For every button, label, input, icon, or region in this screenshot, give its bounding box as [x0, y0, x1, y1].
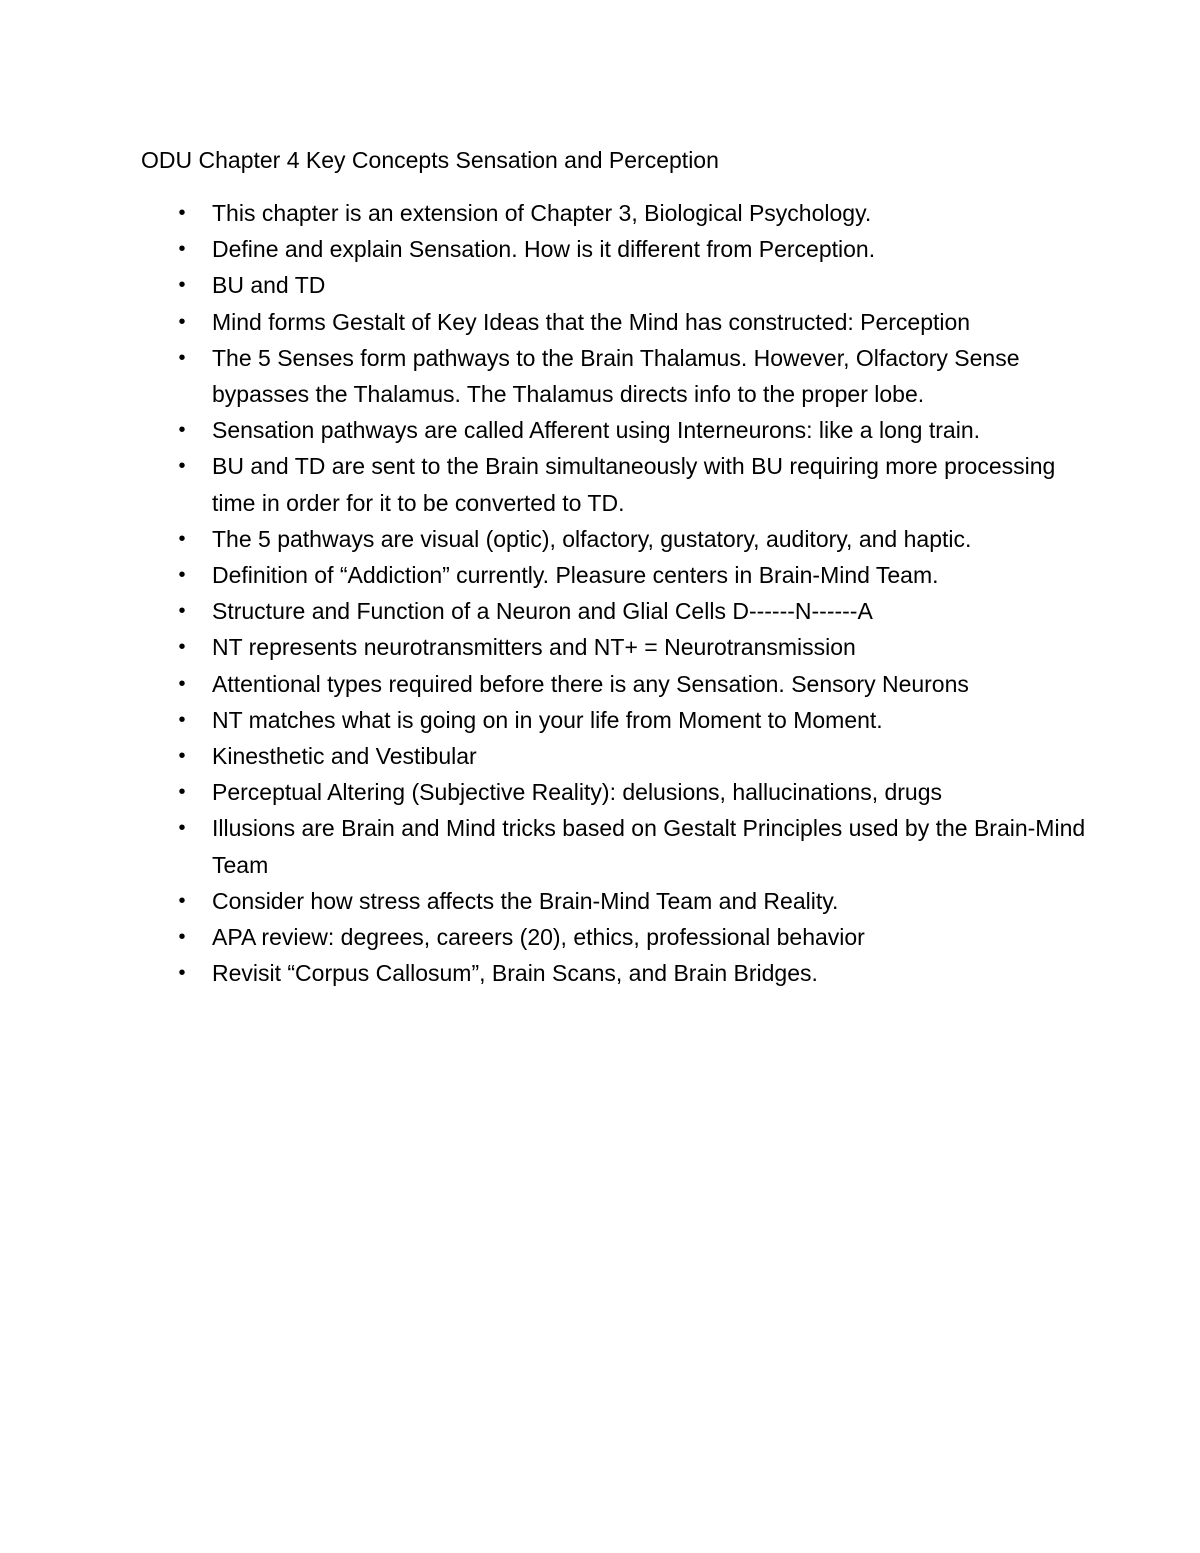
list-item-text: Consider how stress affects the Brain-Mind Team and Reality.: [212, 887, 839, 914]
bullet-icon: •: [178, 781, 186, 804]
list-item-text: The 5 Senses form pathways to the Brain Thalamus. However, Olfactory Sense bypasses the Thalamus. The Thalamus directs info to the proper lobe.: [212, 344, 1020, 408]
list-item: [178, 629, 1092, 665]
list-item-text: Sensation pathways are called Afferent using Interneurons: like a long train.: [212, 417, 980, 444]
bullet-icon: •: [178, 817, 186, 840]
list-item: [178, 666, 1092, 702]
bullet-icon: •: [178, 889, 186, 912]
list-item-text: The 5 pathways are visual (optic), olfactory, gustatory, auditory, and haptic.: [212, 525, 972, 552]
list-item-text: APA review: degrees, careers (20), ethics, professional behavior: [212, 924, 865, 951]
list-item-text: Mind forms Gestalt of Key Ideas that the Mind has constructed: Perception: [212, 308, 971, 335]
list-item-text: NT matches what is going on in your life from Moment to Moment.: [212, 706, 883, 733]
list-item: [178, 919, 1092, 955]
list-item-text: Perceptual Altering (Subjective Reality): delusions, hallucinations, drugs: [212, 779, 943, 806]
list-item-text: Structure and Function of a Neuron and Glial Cells D------N------A: [212, 598, 873, 625]
bullet-icon: •: [178, 419, 186, 442]
list-item: [178, 810, 1092, 882]
list-item: [178, 774, 1092, 810]
list-item: [178, 267, 1092, 303]
bullet-icon: •: [178, 274, 186, 297]
list-item: [178, 521, 1092, 557]
list-item-text: Definition of “Addiction” currently. Pleasure centers in Brain-Mind Team.: [212, 562, 939, 589]
list-item: [178, 340, 1092, 412]
bullet-icon: •: [178, 346, 186, 369]
bullet-list: [178, 195, 1092, 991]
bullet-icon: •: [178, 202, 186, 224]
list-item: [178, 883, 1092, 919]
list-item: [178, 955, 1092, 991]
list-item: [178, 593, 1092, 629]
list-item: [178, 557, 1092, 593]
list-item-text: NT represents neurotransmitters and NT+ = Neurotransmission: [212, 634, 856, 661]
bullet-icon: •: [178, 310, 186, 333]
list-item: [178, 448, 1092, 520]
document-title: ODU Chapter 4 Key Concepts Sensation and Perception: [141, 147, 719, 173]
bullet-icon: •: [178, 455, 186, 478]
bullet-icon: •: [178, 708, 186, 731]
list-item: [178, 231, 1092, 267]
bullet-icon: •: [178, 636, 186, 659]
bullet-icon: •: [178, 564, 186, 587]
list-item-text: Illusions are Brain and Mind tricks based on Gestalt Principles used by the Brain-Mind Team: [212, 815, 1086, 878]
bullet-icon: •: [178, 745, 186, 768]
list-item-text: This chapter is an extension of Chapter 3, Biological Psychology.: [212, 200, 872, 226]
list-item-text: Revisit “Corpus Callosum”, Brain Scans, and Brain Bridges.: [212, 960, 818, 987]
list-item-text: Attentional types required before there is any Sensation. Sensory Neurons: [212, 670, 969, 697]
bullet-icon: •: [178, 672, 186, 695]
list-item: [178, 195, 1092, 231]
list-item: [178, 412, 1092, 448]
bullet-icon: •: [178, 238, 186, 261]
list-item: [178, 702, 1092, 738]
list-item-text: BU and TD: [212, 272, 326, 299]
bullet-icon: •: [178, 600, 186, 623]
list-item: [178, 738, 1092, 774]
bullet-icon: •: [178, 527, 186, 550]
list-item-text: Kinesthetic and Vestibular: [212, 743, 477, 770]
bullet-icon: •: [178, 926, 186, 949]
list-item-text: BU and TD are sent to the Brain simultaneously with BU requiring more processing time in order for it to be converted to TD.: [212, 453, 1056, 516]
list-item-text: Define and explain Sensation. How is it different from Perception.: [212, 236, 876, 263]
list-item: [178, 304, 1092, 340]
bullet-icon: •: [178, 962, 186, 985]
